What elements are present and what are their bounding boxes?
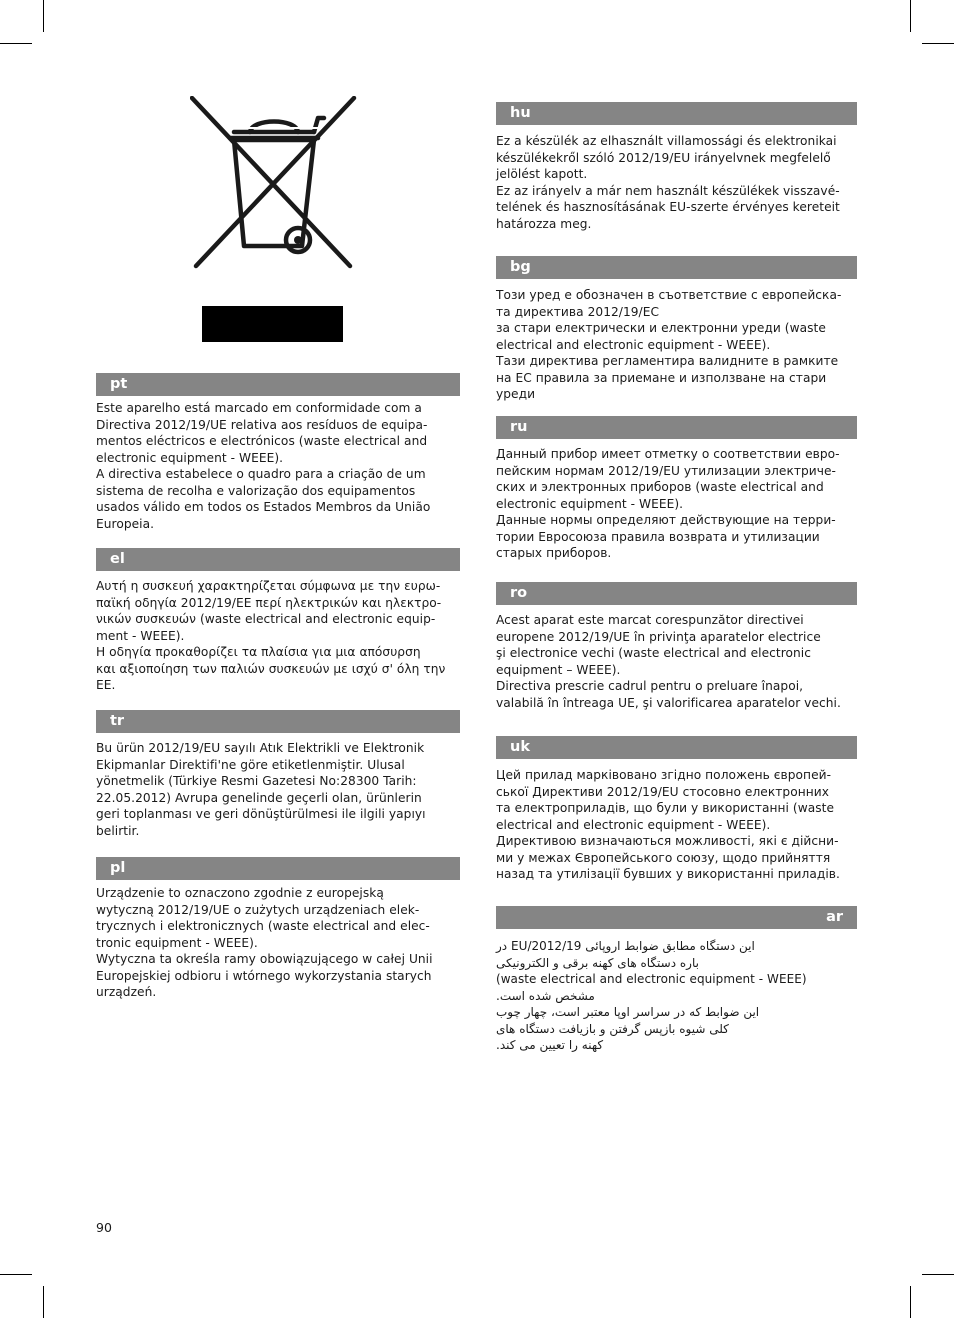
section-text: Цей прилад марківовано згідно положень європей- ської Директиви 2012/19/EU стосовно електронних та електроприладів, що були у використанні (waste electrical and electronic equipment - WEEE). Директивою визначаються можливості, які є дійсни- ми у межах Європейського союзу, щодо прийняття назад та утилізації бувших у використанні приладів. (496, 768, 840, 881)
language-header: bg (496, 256, 857, 279)
section-text: Este aparelho está marcado em conformidade com a Directiva 2012/19/UE relativa aos resíduos de equipa- mentos eléctricos e electrónicos (waste electrical and electronic equipment - WEEE). A directiva estabelece o quadro para a criação de um sistema de recolha e valorização dos equipamentos usados válido em todos os Estados Membros da União Europeia. (96, 401, 431, 531)
section-text: این دستگاه مطابق ضوابط اروپائی 2012/19/EU در باره دستگاه های کهنه برقی و الکترونیکی (waste electrical and electronic equipment - WEEE) مشخص شده است. این ضوابط که در سراسر اوپا معتبر است، چهار چوب کلی شیوه بازپس گرفتن و بازیافت دستگاه های کهنه را تعیین می کند. (496, 939, 807, 1052)
crop-mark (0, 43, 32, 44)
language-header: ro (496, 582, 857, 605)
section-pl (96, 857, 460, 1001)
section-text: Acest aparat este marcat corespunzător directivei europene 2012/19/UE în privinţa aparatelor electrice şi electronice vechi (waste electrical and electronic equipment – WEEE). Directiva prescrie cadrul pentru o preluare înapoi, valabilă în întreaga UE, şi valorificarea aparatelor vechi. (496, 613, 841, 710)
section-text: Urządzenie to oznaczono zgodnie z europejską wytyczną 2012/19/UE o zużytych urządzeniach elek- trycznych i elektronicznych (waste electrical and elec- tronic equipment - WEEE). Wytyczna ta określa ramy obowiązującego w całej Unii Europejskiej odbioru i wtórnego wykorzystania starych urządzeń. (96, 886, 433, 999)
language-header: ru (496, 416, 857, 439)
section-el (96, 548, 460, 694)
section-ru (496, 416, 857, 562)
section-bg (496, 256, 857, 403)
language-header: el (96, 548, 460, 571)
language-header: pt (96, 373, 460, 396)
section-hu (496, 102, 857, 232)
section-uk (496, 736, 857, 883)
section-text: Ez a készülék az elhasznált villamossági és elektronikai készülékekről szóló 2012/19/EU irányelvnek megfelelő jelölést kapott. Ez az irányelv a már nem használt készülékek visszavé- telének és hasznosításának EU-szerte érvényes kereteit határozza meg. (496, 134, 840, 231)
language-header: ar (496, 906, 857, 929)
black-bar (202, 306, 343, 342)
crop-mark (43, 1286, 44, 1318)
section-text: Bu ürün 2012/19/EU sayılı Atık Elektrikli ve Elektronik Ekipmanlar Direktifi'ne göre etiketlenmiştir. Ulusal yönetmelik (Türkiye Resmi Gazetesi No:28300 Tarih: 22.05.2012) Avrupa genelinde geçerli olan, ürünlerin geri toplanması ve geri dönüştürülmesi ile ilgili yapıyı belirtir. (96, 741, 426, 838)
crop-mark (43, 0, 44, 32)
section-text: Αυτή η συσκευή χαρακτηρίζεται σύμφωνα με την ευρω- παϊκή οδηγία 2012/19/ΕΕ περί ηλεκτρικών και ηλεκτρο- νικών συσκευών (waste electrical and electronic equip- ment - WEEE). Η οδηγία προκαθορίζει τα πλαίσια για μια απόσυρση και αξιοποίηση των παλιών συσκευών με ισχύ σ' όλη την ΕΕ. (96, 579, 446, 692)
crop-mark (0, 1274, 32, 1275)
section-pt (96, 373, 460, 532)
language-header: pl (96, 857, 460, 880)
section-ar (496, 906, 857, 1054)
language-header: hu (496, 102, 857, 125)
section-tr (96, 710, 460, 839)
language-header: uk (496, 736, 857, 759)
crossed-out-wheelie-bin-icon (190, 96, 358, 270)
section-ro (496, 582, 857, 711)
crop-mark (922, 1274, 954, 1275)
page-number: 90 (96, 1220, 112, 1235)
language-header: tr (96, 710, 460, 733)
crop-mark (910, 1286, 911, 1318)
section-text: Този уред е обозначен в съответствие с европейска- та директива 2012/19/EC за стари електрически и електронни уреди (waste electrical and electronic equipment - WEEE). Тази директива регламентира валидните в рамките на ЕС правила за приемане и използване на стари уреди (496, 288, 842, 401)
section-text: Данный прибор имеет отметку о соответствии евро- пейским нормам 2012/19/EU утилизации электриче- ских и электронных приборов (waste electrical and electronic equipment - WEEE). Данные нормы определяют действующие на терри- тории Евросоюза правила возврата и утилизации старых приборов. (496, 447, 840, 560)
crop-mark (910, 0, 911, 32)
crop-mark (922, 43, 954, 44)
